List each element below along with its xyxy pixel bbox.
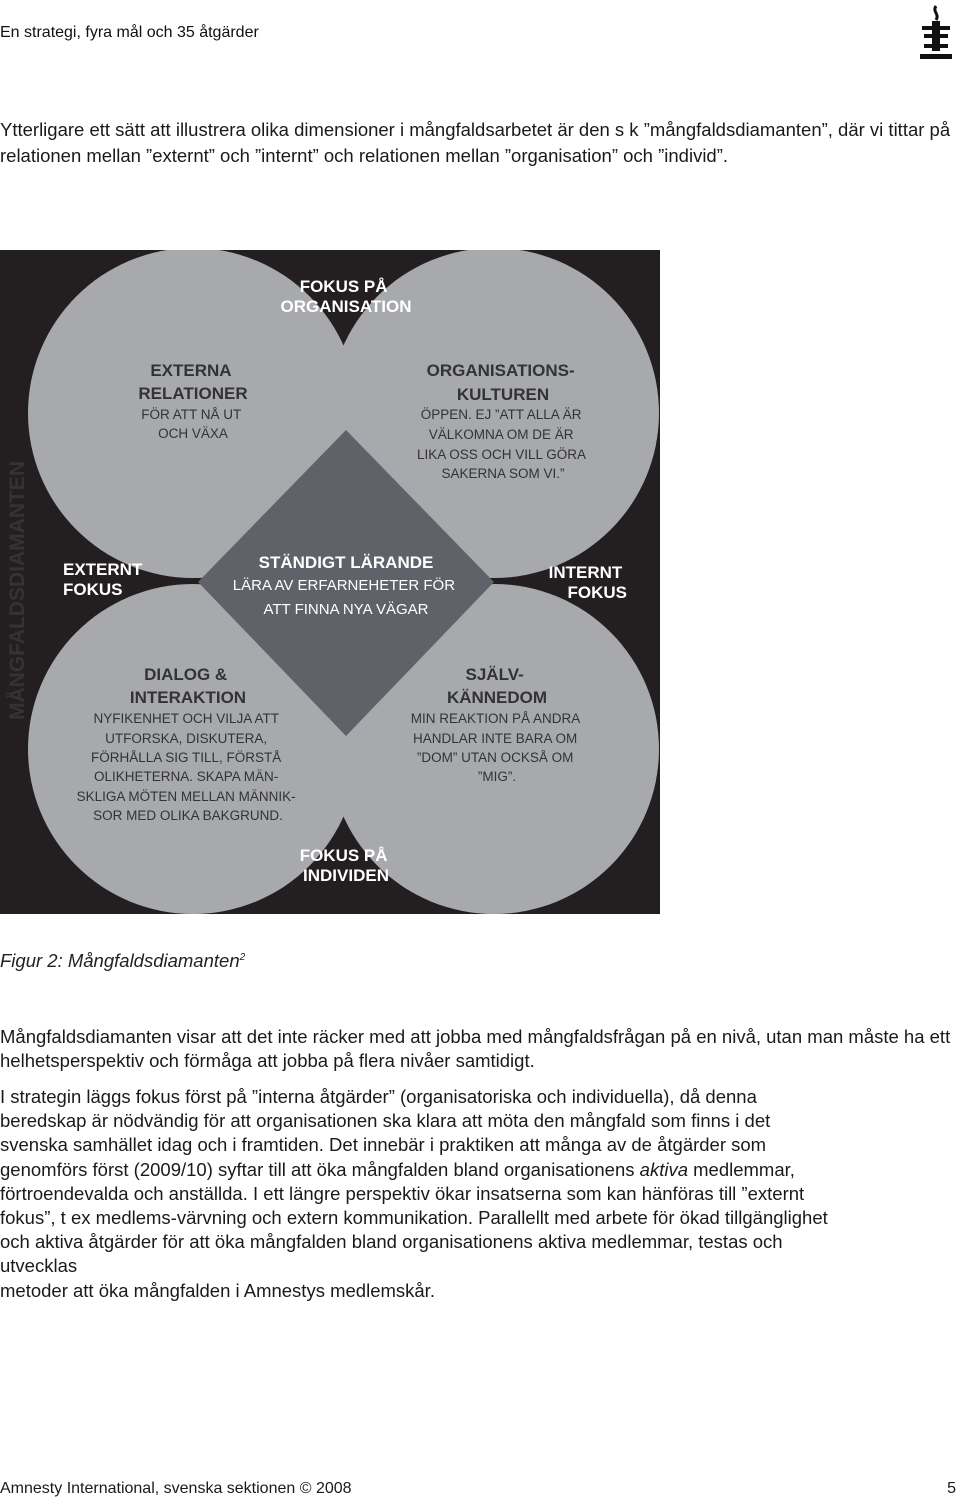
q3-text: NYFIKENHET OCH VILJA ATT UTFORSKA, DISKUTERA, FÖRHÅLLA SIG TILL, FÖRSTÅ OLIKHETERNA. SKAPA MÄN- SKLIGA MÖTEN MELLAN MÄNNIK- SOR MED OLIKA BAKGRUND. — [76, 711, 296, 823]
p2-line-4-emphasis: aktiva — [639, 1158, 688, 1180]
p2-line-7: och aktiva åtgärder för att öka mångfalden bland organisationens aktiva medlemmar, testas och — [0, 1231, 783, 1253]
p2-line-4-post: medlemmar, — [687, 1158, 795, 1180]
q2-title: ORGANISATIONS- KULTUREN — [426, 361, 575, 404]
p2-line-3: svenska samhället idag och i framtiden. Det innebär i praktiken att många av de åtgärder som — [0, 1134, 767, 1156]
intro-paragraph: Ytterligare ett sätt att illustrera olika dimensioner i mångfaldsarbetet är den s k ”mångfaldsdiamanten”, där vi tittar på relationen mellan ”externt” och ”internt” och relationen mellan ”organisation” och ”individ”. — [0, 119, 951, 166]
figure-caption — [0, 950, 245, 972]
p2-line-4 — [0, 1158, 955, 1182]
q3-title: DIALOG & INTERAKTION — [129, 665, 247, 707]
p2-line-4-pre: genomförs först (2009/10) syftar till att öka mångfalden bland organisationens — [0, 1158, 640, 1180]
page-number: 5 — [947, 1480, 956, 1497]
caption-footnote-ref: 2 — [239, 951, 246, 963]
diversity-diamond-figure — [0, 250, 660, 914]
p2-line-8: utvecklas — [0, 1255, 78, 1277]
header-title: En strategi, fyra mål och 35 åtgärder — [0, 24, 259, 41]
label-fokus-individen: FOKUS PÅ INDIVIDEN — [299, 846, 389, 885]
amnesty-candle-icon — [916, 4, 956, 62]
side-title: MÅNGFALDSDIAMANTEN — [6, 461, 29, 720]
p2-line-6: fokus”, t ex medlems-värvning och extern kommunikation. Parallellt med arbete för ökad tillgänglighet — [0, 1207, 828, 1229]
caption-text: Figur 2: Mångfaldsdiamanten — [0, 950, 240, 971]
p2-line-5: förtroendevalda och anställda. I ett längre perspektiv ökar insatserna som kan hänföras till ”externt — [0, 1182, 805, 1204]
q4-title: SJÄLV- KÄNNEDOM — [446, 665, 548, 707]
p2-line-1: I strategin läggs fokus först på ”interna åtgärder” (organisatoriska och individuella), då denna — [0, 1086, 757, 1107]
center-text: LÄRA AV ERFARNEHETER FÖR ATT FINNA NYA VÄGAR — [232, 577, 456, 618]
p2-line-2: beredskap är nödvändig för att organisationen ska klara att möta den mångfald som finns i det — [0, 1110, 771, 1132]
q4-text: MIN REAKTION PÅ ANDRA HANDLAR INTE BARA OM ”DOM” UTAN OCKSÅ OM ”MIG”. — [410, 711, 580, 784]
label-externt-fokus: EXTERNT FOKUS — [63, 560, 143, 599]
q2-text: ÖPPEN. EJ ”ATT ALLA ÄR VÄLKOMNA OM DE ÄR LIKA OSS OCH VILL GÖRA SAKERNA SOM VI.” — [416, 407, 586, 481]
label-fokus-organisation: FOKUS PÅ ORGANISATION — [280, 277, 412, 316]
paragraph-2 — [0, 1085, 955, 1303]
footer-copyright: Amnesty International, svenska sektionen © 2008 — [0, 1480, 352, 1497]
q1-text: FÖR ATT NÅ UT OCH VÄXA — [141, 407, 241, 441]
paragraph-1: Mångfaldsdiamanten visar att det inte räcker med att jobba med mångfaldsfrågan på en nivå, utan man måste ha ett helhetsperspektiv och förmåga att jobba på flera nivåer samtidigt. — [0, 1026, 951, 1072]
label-internt-fokus: INTERNT FOKUS — [548, 563, 627, 602]
q1-title: EXTERNA RELATIONER — [138, 361, 248, 403]
p2-line-9: metoder att öka mångfalden i Amnestys medlemskår. — [0, 1279, 435, 1301]
center-title: STÄNDIGT LÄRANDE — [258, 553, 434, 572]
